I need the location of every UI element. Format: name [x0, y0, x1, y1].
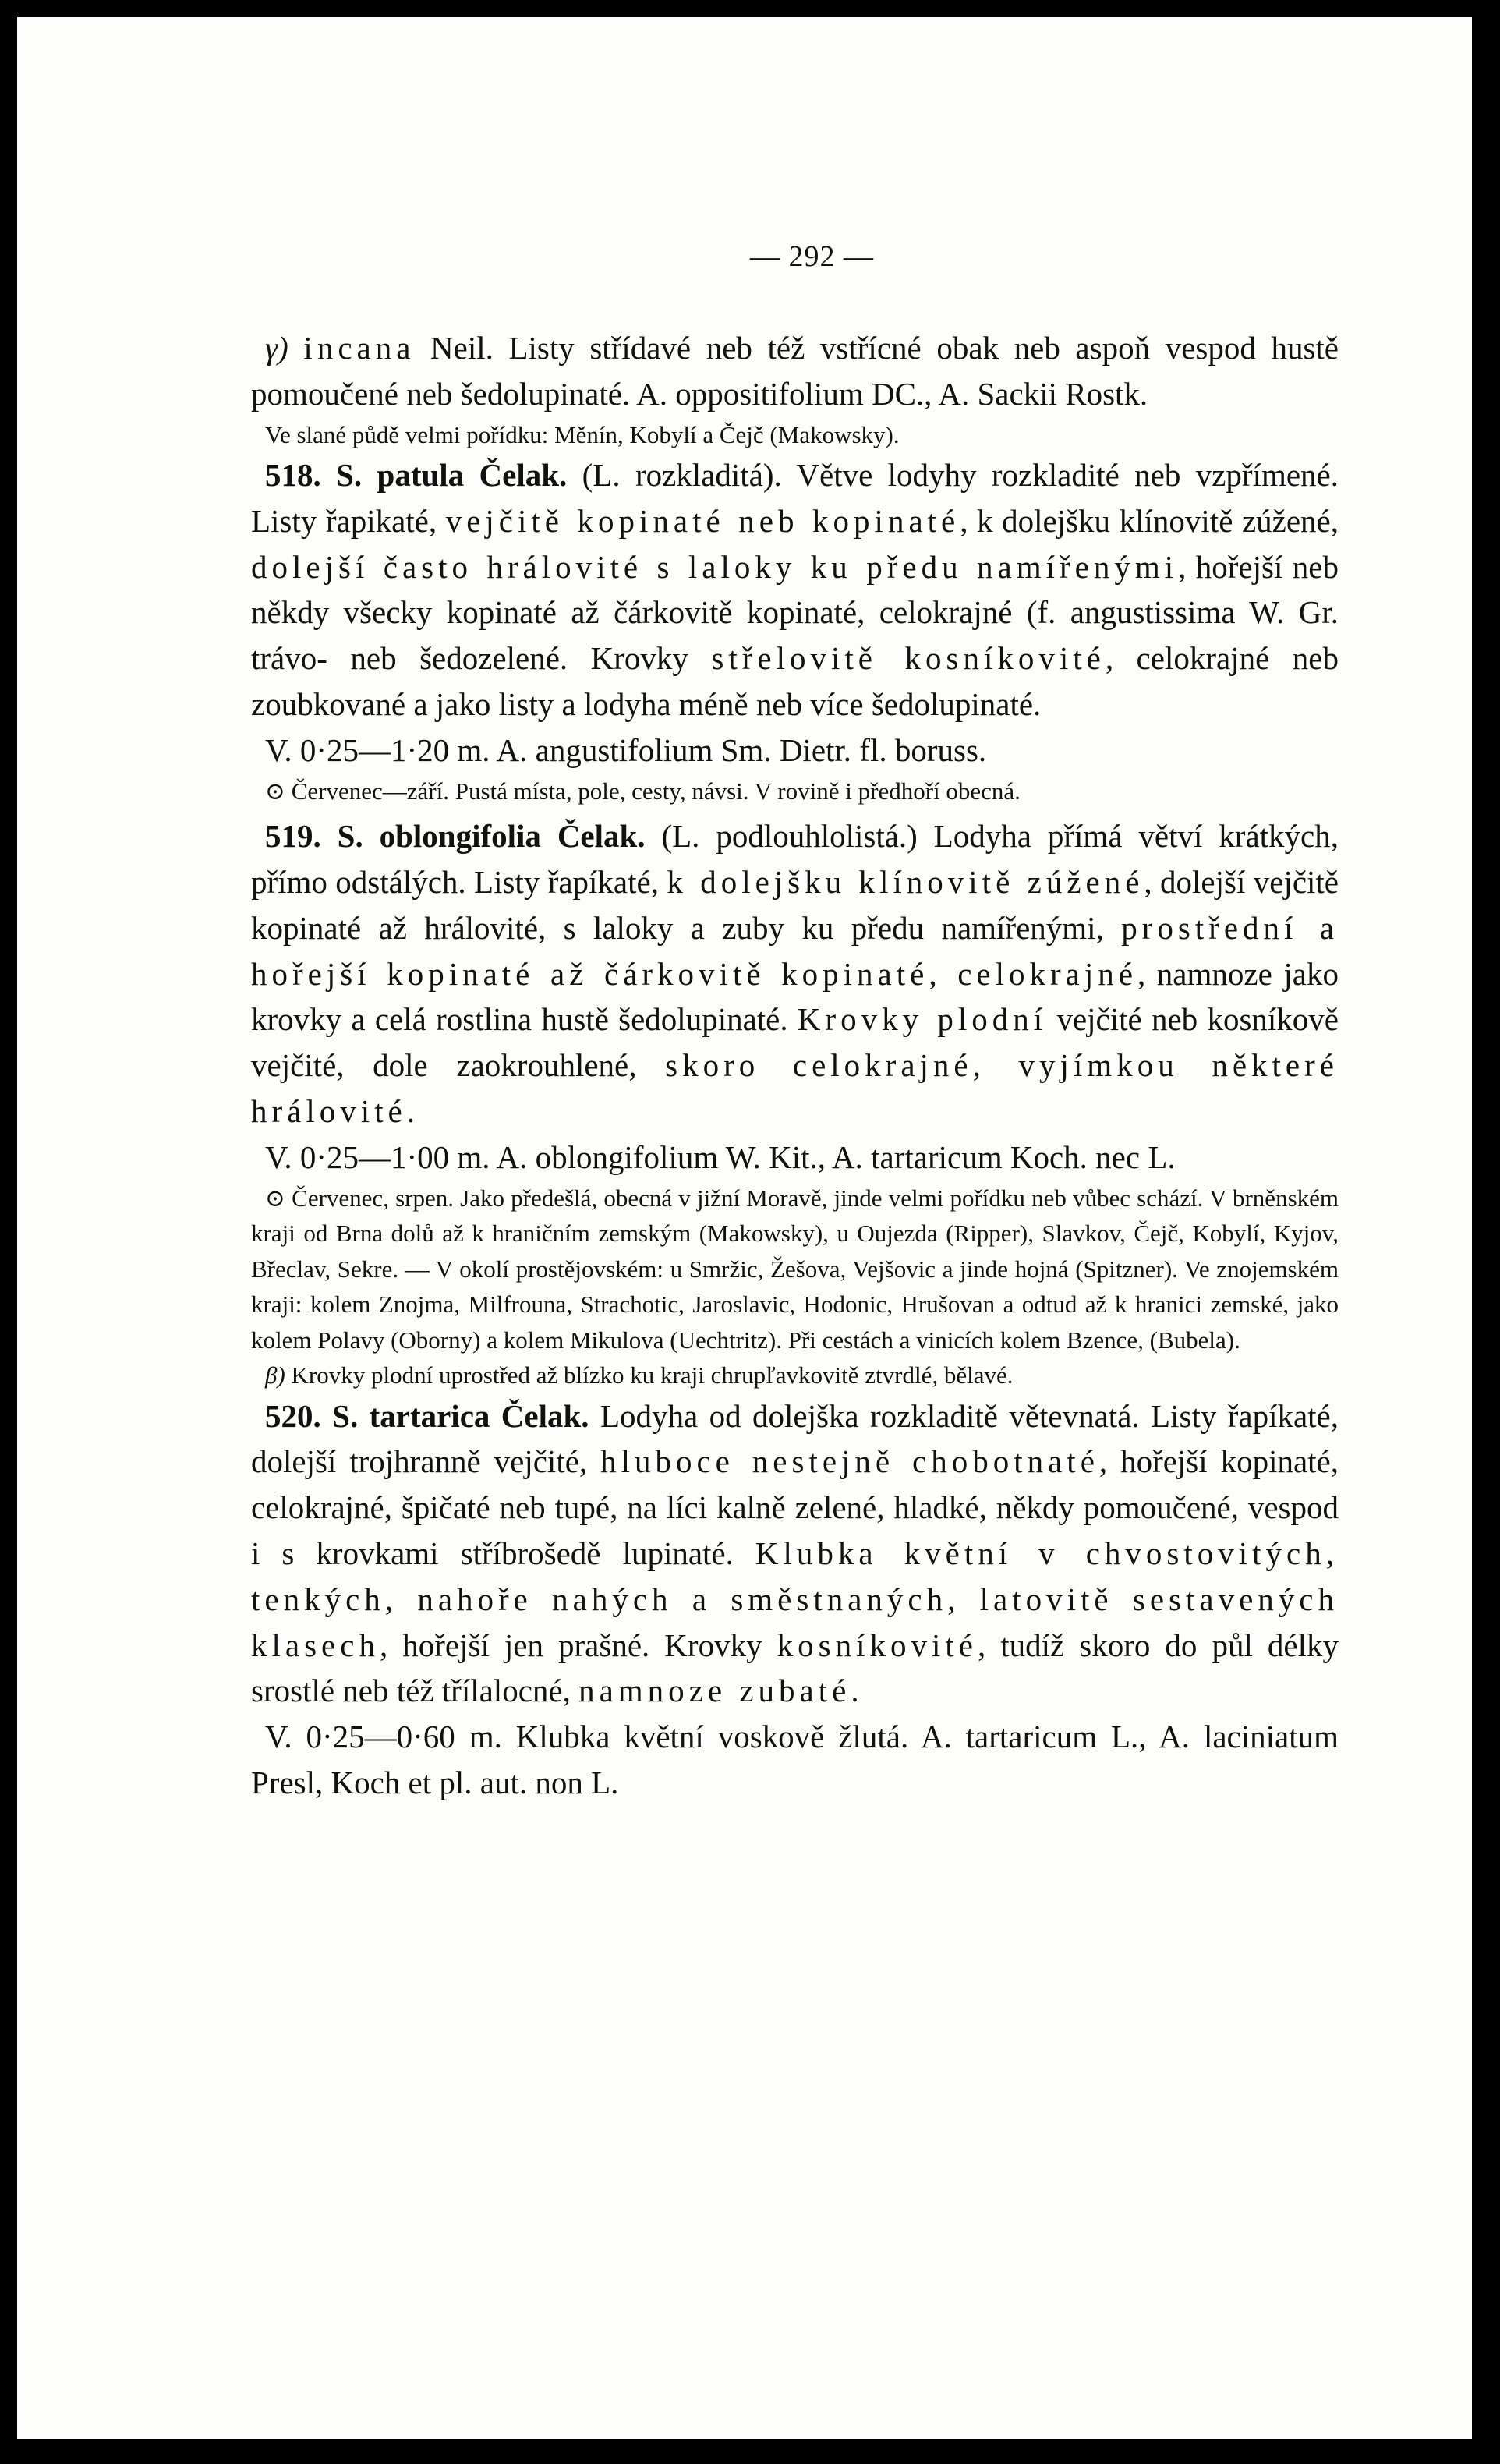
spaced-emphasis: incana — [303, 330, 416, 366]
text-run: β) — [265, 1361, 292, 1390]
text-body — [251, 325, 1339, 1806]
text-run: V. 0·25—0·60 m. Klubka květní voskově žlutá. A. tartaricum L., A. laciniatum Presl, Koch et pl. aut. non L. — [251, 1719, 1339, 1800]
spaced-emphasis: kosníkovité — [777, 1627, 978, 1663]
text-run: , hořejší neb někdy všecky kopinaté až čárkovitě kopinaté, celokrajné (f. angustissima W. Gr. trávo- neb šedozelené. Krovky — [251, 548, 1339, 677]
page-number: — 292 — — [750, 240, 874, 273]
text-run: ⊙ Červenec—září. Pustá místa, pole, cesty, návsi. V rovině i předhoří obecná. — [265, 777, 1021, 805]
text-run: , tudíž skoro do půl délky srostlé neb též třílalocné, — [251, 1627, 1339, 1709]
spaced-emphasis: prostřední a hořejší kopinaté až čárkovitě kopinaté, celokrajné — [251, 909, 1339, 992]
text-run: Ve slané půdě velmi pořídku: Měnín, Kobylí a Čejč (Makowsky). — [265, 420, 900, 448]
text-run: , hořejší jen prašné. Krovky — [379, 1627, 777, 1663]
text-run: γ) — [265, 330, 304, 366]
spaced-emphasis: hluboce nestejně chobotnaté — [600, 1443, 1099, 1480]
spaced-emphasis: k dolejšku klínovitě zúžené — [667, 863, 1144, 900]
text-run: V. 0·25—1·00 m. A. oblongifolium W. Kit., A. tartaricum Koch. nec L. — [265, 1138, 1176, 1175]
text-run: Neil. Listy střídavé neb též vstřícné obak neb aspoň vespod hustě pomoučené neb šedolupinaté. A. oppositifolium DC., A. Sackii Rostk. — [251, 330, 1339, 412]
text-run: (L. rozkladitá). Větve lodyhy rozkladité neb vzpřímené. Listy řapikaté, — [251, 457, 1339, 539]
paragraph — [251, 813, 1339, 1135]
paragraph — [251, 1714, 1339, 1806]
paragraph — [251, 452, 1339, 728]
text-run: Krovky plodní uprostřed až blízko ku kraji chrupľavkovitě ztvrdlé, bělavé. — [291, 1361, 1014, 1390]
text-run: (L. podlouhlolistá.) Lodyha přímá větví krátkých, přímo odstálých. Listy řapíkaté, — [251, 818, 1339, 900]
paragraph — [251, 1358, 1339, 1393]
text-run: V. 0·25—1·20 m. A. angustifolium Sm. Dietr. fl. boruss. — [265, 731, 987, 768]
page — [17, 17, 1472, 2439]
spaced-emphasis: střelovitě kosníkovité — [711, 640, 1106, 677]
paragraph — [251, 1135, 1339, 1181]
text-run: . — [406, 1092, 415, 1129]
paragraph — [251, 325, 1339, 417]
text-run: ⊙ Červenec, srpen. Jako předešlá, obecná v jižní Moravě, jinde velmi pořídku neb vůbec schází. V brněnském kraji od Brna dolů až k hraničním zemským (Makowsky), u Oujezda (Ripper), Slavkov, Čejč, Kobylí, Kyjov, Břeclav, Sekre. — V okolí prostějovském: u Smržic, Žešova, Vejšovic a jinde hojná (Spitzner). Ve znojemském kraji: kolem Znojma, Milfrouna, Strachotic, Jaroslavic, Hodonic, Hrušovan a odtud až k hranici zemské, jako kolem Polavy (Oborny) a kolem Mikulova (Uechtritz). Při cestách a vinicích kolem Bzence, (Bubela). — [251, 1184, 1339, 1354]
text-run: , celokrajné neb zoubkované a jako listy a lodyha méně neb více šedolupinaté. — [251, 640, 1339, 723]
paragraph — [251, 1393, 1339, 1715]
paragraph — [251, 728, 1339, 774]
text-run: , k dolejšku klínovitě zúžené, — [960, 502, 1339, 539]
spaced-emphasis: skoro celokrajné, vyjímkou některé hrálovité — [251, 1047, 1339, 1129]
paragraph — [251, 774, 1339, 809]
spaced-emphasis: namnoze zubaté — [578, 1673, 851, 1709]
entry-heading: 520. S. tartarica Čelak. — [265, 1397, 589, 1434]
spaced-emphasis: dolejší často hrálovité s laloky ku předu namířenými — [251, 548, 1179, 585]
text-run: . — [851, 1673, 859, 1709]
text-run: , namnoze jako krovky a celá rostlina hustě šedolupinaté. — [251, 955, 1339, 1038]
spaced-emphasis: Krovky plodní — [797, 1001, 1048, 1038]
paragraph — [251, 1181, 1339, 1358]
text-run: , dolejší vejčitě kopinaté až hrálovité, s laloky a zuby ku předu namířenými, — [251, 863, 1339, 946]
paragraph — [251, 417, 1339, 453]
spaced-emphasis: vejčitě kopinaté neb kopinaté — [445, 502, 960, 539]
spaced-emphasis: Klubka květní v chvostovitých, tenkých, nahoře nahých a směstnaných, latovitě sestavených klasech — [251, 1535, 1339, 1663]
text-run: , hořejší kopinaté, celokrajné, špičaté neb tupé, na líci kalně zelené, hladké, někdy pomoučené, vespod i s krovkami stříbrošedě lupinaté. — [251, 1443, 1339, 1571]
text-run: vejčité neb kosníkově vejčité, dole zaokrouhlené, — [251, 1001, 1339, 1084]
entry-heading: 519. S. oblongifolia Čelak. — [265, 818, 646, 855]
entry-heading: 518. S. patula Čelak. — [265, 457, 568, 494]
text-run: Lodyha od dolejška rozkladitě větevnatá. Listy řapíkaté, dolejší trojhranně vejčité, — [251, 1397, 1339, 1480]
